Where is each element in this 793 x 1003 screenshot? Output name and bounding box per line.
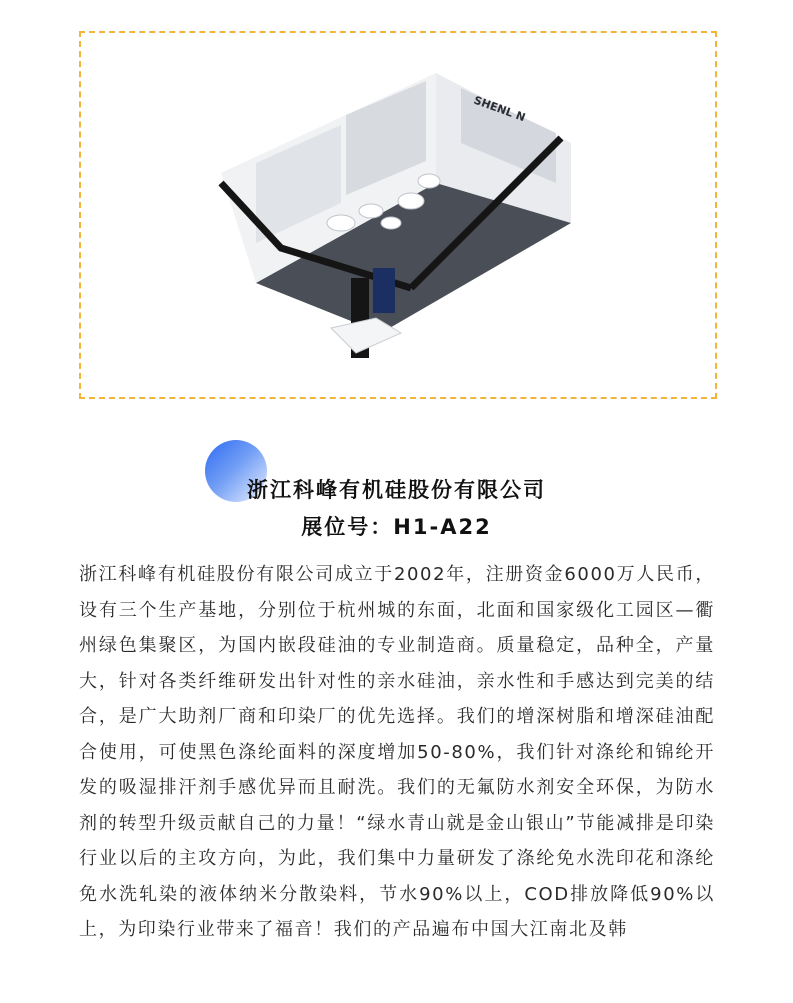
- booth-rendering-image: [81, 33, 715, 397]
- company-name: 浙江科峰有机硅股份有限公司: [247, 478, 546, 502]
- booth-rendering-frame: [79, 31, 717, 399]
- booth-number: 展位号：H1-A22: [301, 515, 492, 539]
- company-intro-paragraph: 浙江科峰有机硅股份有限公司成立于2002年，注册资金6000万人民币，设有三个生产基地，分别位于杭州城的东面，北面和国家级化工园区—衢州绿色集聚区，为国内嵌段硅油的专业制造商。质量稳定，品种全，产量大，针对各类纤维研发出针对性的亲水硅油，亲水性和手感达到完美的结合，是广大助剂厂商和印染厂的优先选择。我们的增深树脂和增深硅油配合使用，可使黑色涤纶面料的深度增加50-80%，我们针对涤纶和锦纶开发的吸湿排汗剂手感优异而且耐洗。我们的无氟防水剂安全环保，为防水剂的转型升级贡献自己的力量！“绿水青山就是金山银山”节能减排是印染行业以后的主攻方向，为此，我们集中力量研发了涤纶免水洗印花和涤纶免水洗轧染的液体纳米分散染料，节水90%以上，COD排放降低90%以上，为印染行业带来了福音！我们的产品遍布中国大江南北及韩: [79, 564, 715, 940]
- brand-logo: SHENL N: [471, 93, 528, 125]
- column-screen: [373, 268, 395, 313]
